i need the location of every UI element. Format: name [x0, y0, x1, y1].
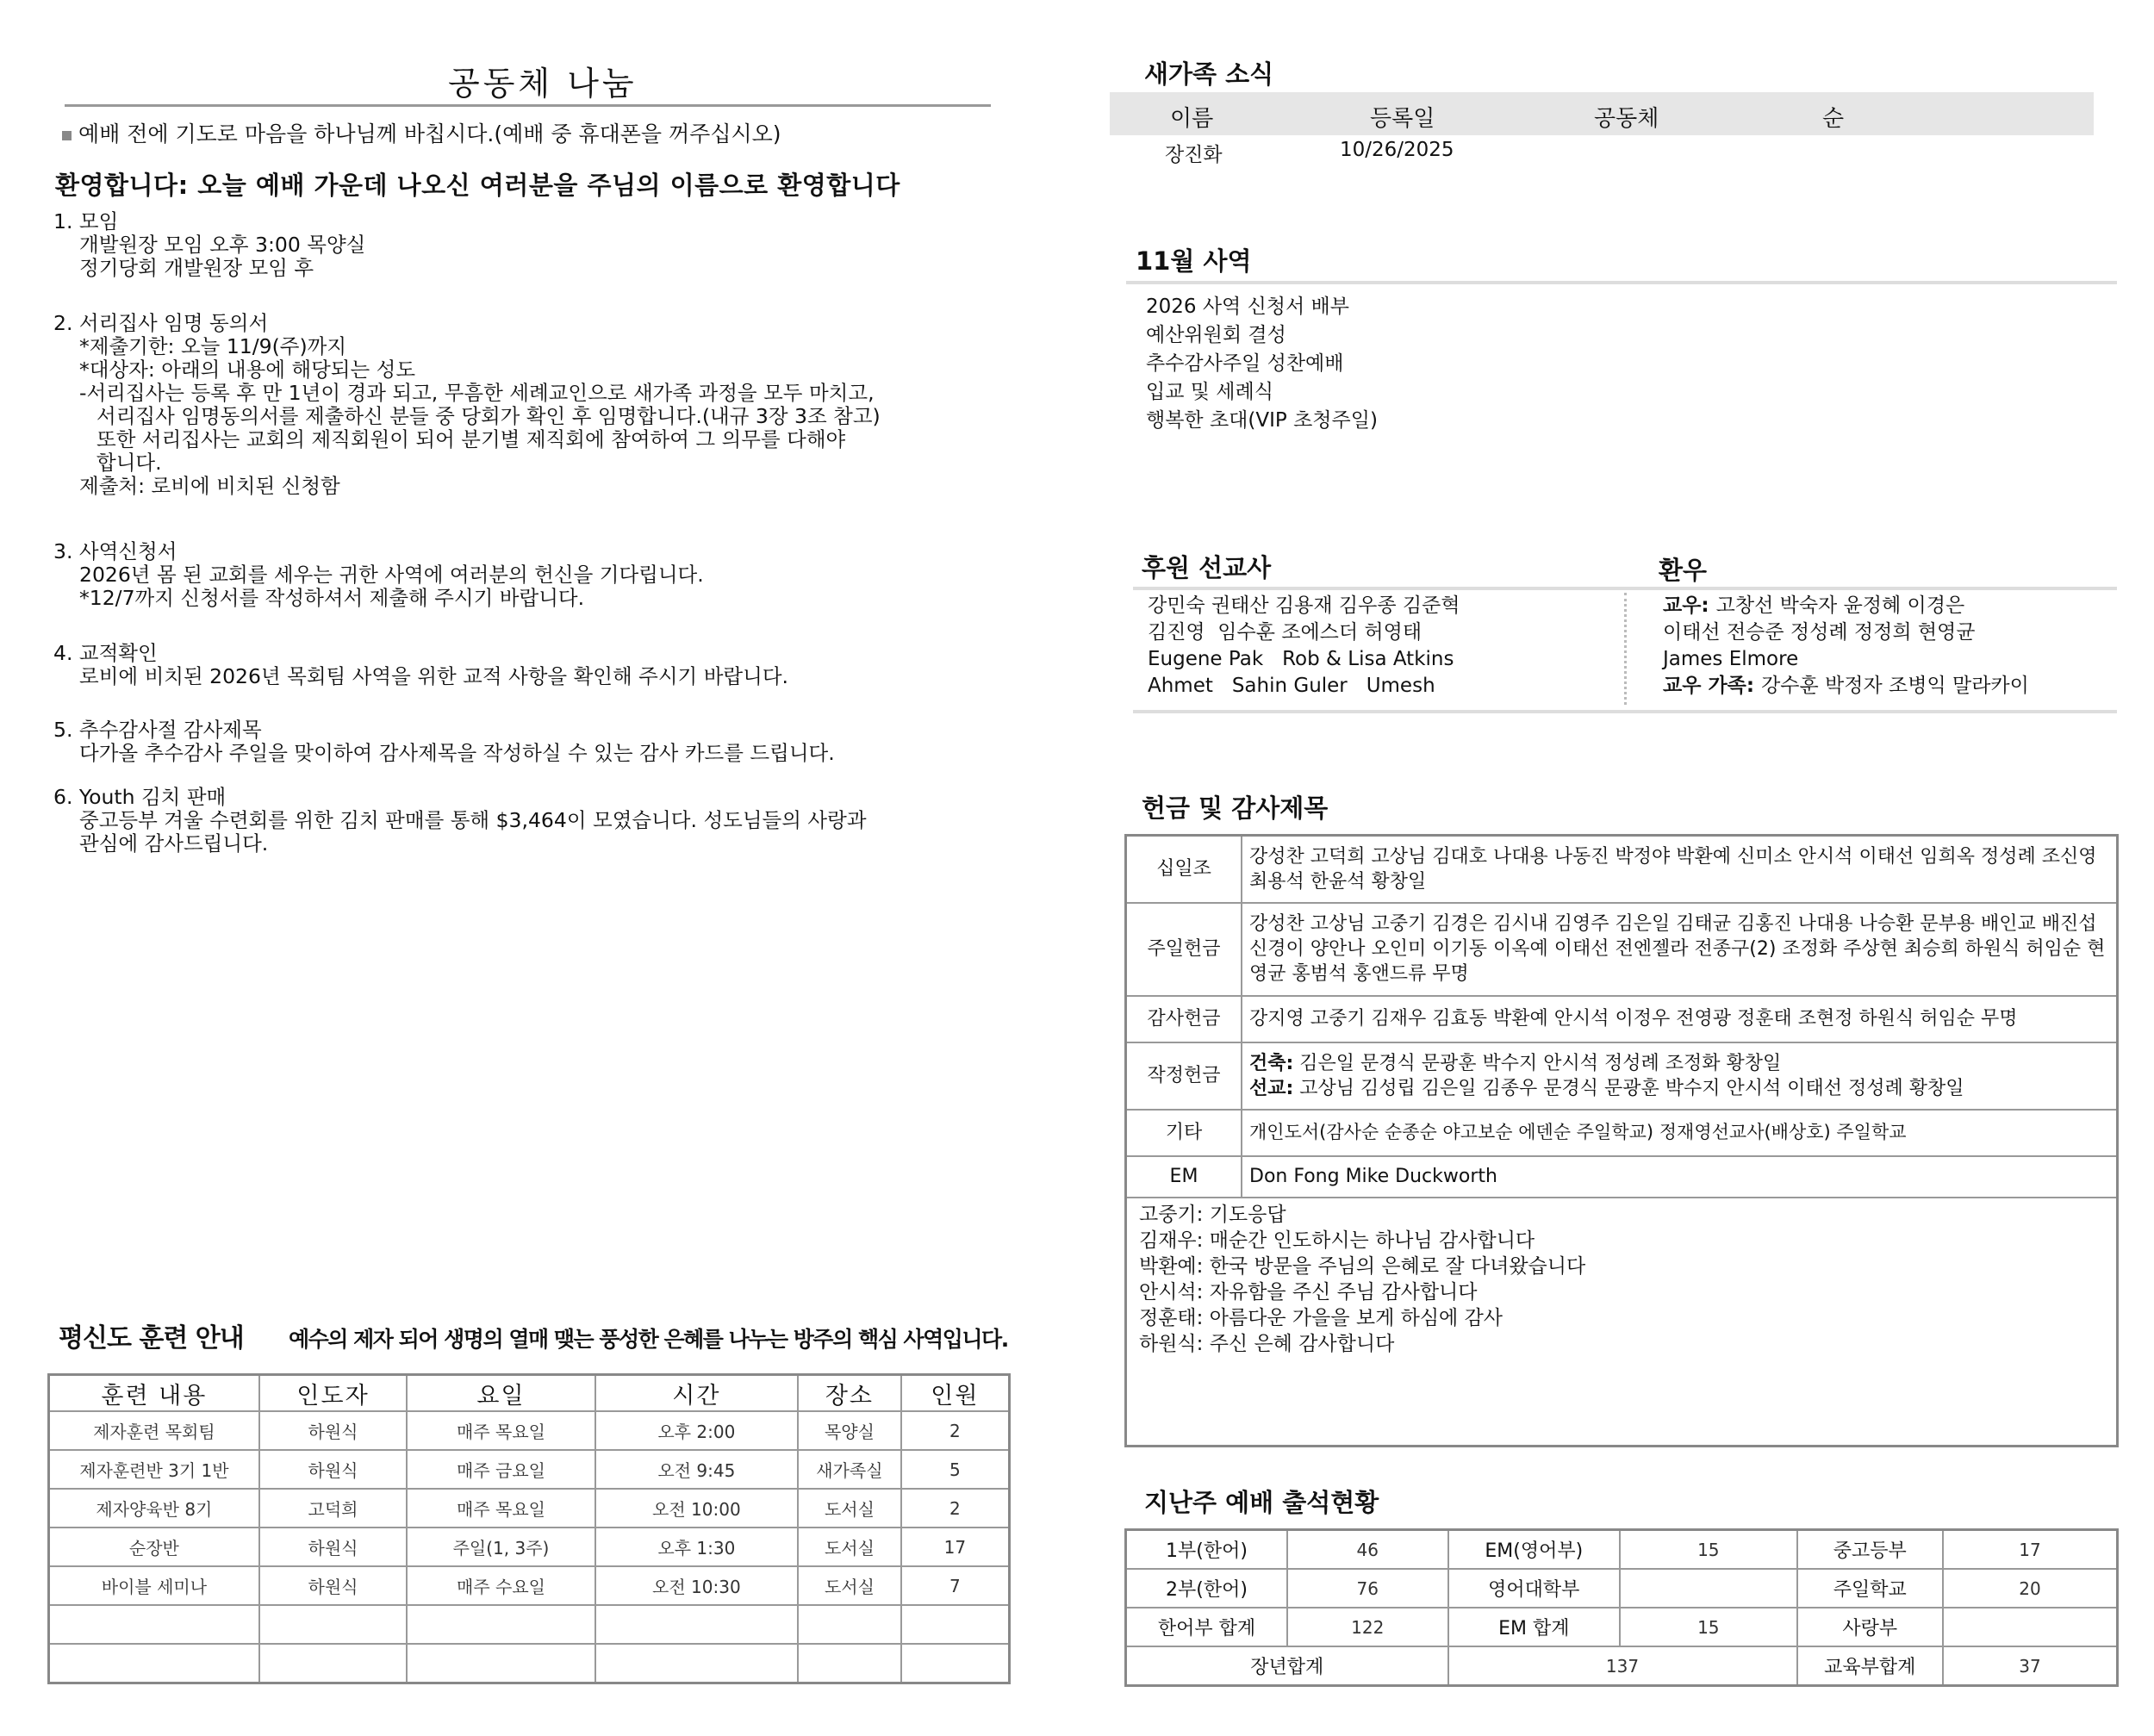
table-cell: 2 — [901, 1489, 1010, 1528]
attendance-value: 76 — [1287, 1569, 1448, 1608]
attendance-label: 영어대학부 — [1448, 1569, 1621, 1608]
table-cell — [407, 1644, 595, 1683]
attendance-label: 2부(한어) — [1126, 1569, 1288, 1608]
attendance-value: 46 — [1287, 1530, 1448, 1570]
table-cell: 도서실 — [798, 1528, 901, 1566]
announcement-title: 5. 추수감사절 감사제목 — [53, 718, 262, 742]
column-header: 훈련 내용 — [49, 1375, 259, 1412]
bullet-square-icon — [62, 131, 72, 140]
table-row — [1126, 903, 2118, 996]
table-row — [1126, 1042, 2118, 1110]
offering-table — [1124, 834, 2119, 1447]
offering-label: EM — [1126, 1156, 1242, 1198]
table-cell: 하원식 — [259, 1566, 408, 1605]
announcement-line: 2026년 몸 된 교회를 세우는 귀한 사역에 여러분의 헌신을 기다립니다. — [79, 563, 704, 587]
list-item: 입교 및 세례식 — [1146, 381, 1273, 403]
new-family-title: 새가족 소식 — [1144, 59, 1274, 89]
november-title: 11월 사역 — [1136, 246, 1252, 276]
missionaries-list — [1148, 593, 1460, 700]
attendance-value: 17 — [1943, 1530, 2117, 1570]
table-cell: 오전 10:00 — [595, 1489, 798, 1528]
announcement-line: 제출처: 로비에 비치된 신청함 — [79, 474, 340, 498]
list-item: 예산위원회 결성 — [1146, 324, 1286, 346]
attendance-table — [1124, 1528, 2119, 1687]
attendance-value: 15 — [1620, 1530, 1796, 1570]
table-cell — [595, 1605, 798, 1644]
attendance-label: 한어부 합계 — [1126, 1608, 1288, 1646]
list-item: 강민숙 권태산 김용재 김우종 김준혁 — [1148, 594, 1460, 617]
table-cell: 목양실 — [798, 1411, 901, 1450]
announcement-line: *제출기한: 오늘 11/9(주)까지 — [79, 334, 347, 358]
attendance-value: 20 — [1943, 1569, 2117, 1608]
table-cell: 오전 9:45 — [595, 1450, 798, 1489]
column-header: 인도자 — [259, 1375, 408, 1412]
patients-label: 교우: — [1663, 594, 1716, 617]
attendance-label: EM 합계 — [1448, 1608, 1621, 1646]
table-row — [1126, 1608, 2118, 1646]
list-item: Eugene Pak Rob & Lisa Atkins — [1148, 648, 1454, 670]
column-header: 이름 — [1170, 106, 1214, 132]
announcement-1 — [53, 210, 365, 280]
table-cell: 바이블 세미나 — [49, 1566, 259, 1605]
patients-family-names: 강수훈 박정자 조병익 말라카이 — [1761, 675, 2029, 697]
thanksgiving-notes — [1126, 1198, 2118, 1447]
patients-names: 고창선 박숙자 윤정혜 이경은 — [1715, 594, 1965, 617]
announcement-title: 4. 교적확인 — [53, 641, 158, 665]
table-row — [1126, 1156, 2118, 1198]
announcement-4 — [53, 642, 788, 688]
attendance-label: 1부(한어) — [1126, 1530, 1288, 1570]
table-cell: 도서실 — [798, 1489, 901, 1528]
table-row — [1126, 1198, 2118, 1447]
offering-label: 주일헌금 — [1126, 903, 1242, 996]
training-title: 평신도 훈련 안내 — [59, 1323, 244, 1353]
new-family-date: 10/26/2025 — [1340, 139, 1454, 161]
announcement-3 — [53, 540, 704, 610]
table-cell: 제자훈련반 3기 1반 — [49, 1450, 259, 1489]
offering-label: 감사헌금 — [1126, 996, 1242, 1042]
training-table — [47, 1373, 1011, 1684]
list-item: James Elmore — [1663, 648, 1799, 670]
announcement-5 — [53, 719, 835, 765]
announcement-line: 다가올 추수감사 주일을 맞이하여 감사제목을 작성하실 수 있는 감사 카드를 드립니다. — [79, 741, 835, 765]
announcement-line: 개발원장 모임 오후 3:00 목양실 — [79, 233, 366, 257]
table-cell: 하원식 — [259, 1411, 408, 1450]
welcome-message: 환영합니다: 오늘 예배 가운데 나오신 여러분을 주님의 이름으로 환영합니다 — [55, 171, 900, 200]
list-item: 이태선 전승준 정성례 정정희 현영균 — [1663, 621, 1976, 644]
offering-title: 헌금 및 감사제목 — [1142, 793, 1329, 823]
table-cell: 순장반 — [49, 1528, 259, 1566]
attendance-label: EM(영어부) — [1448, 1530, 1621, 1570]
table-cell: 오후 1:30 — [595, 1528, 798, 1566]
table-cell — [49, 1605, 259, 1644]
thanksgiving-note: 정훈태: 아름다운 가을을 보게 하심에 감사 — [1139, 1306, 1503, 1329]
table-cell: 주일(1, 3주) — [407, 1528, 595, 1566]
column-header: 요일 — [407, 1375, 595, 1412]
table-row — [49, 1528, 1010, 1566]
table-cell — [798, 1644, 901, 1683]
prayer-note-text: 예배 전에 기도로 마음을 하나님께 바칩시다.(예배 중 휴대폰을 꺼주십시오) — [78, 121, 781, 146]
thanksgiving-note: 하원식: 주신 은혜 감사합니다 — [1139, 1332, 1395, 1355]
new-family-name: 장진화 — [1165, 144, 1223, 166]
attendance-value: 15 — [1620, 1608, 1796, 1646]
table-cell: 매주 목요일 — [407, 1489, 595, 1528]
table-row — [49, 1605, 1010, 1644]
table-cell — [259, 1644, 408, 1683]
table-cell — [407, 1605, 595, 1644]
november-list — [1146, 293, 1378, 435]
table-cell: 고덕희 — [259, 1489, 408, 1528]
table-cell: 매주 금요일 — [407, 1450, 595, 1489]
table-cell — [259, 1605, 408, 1644]
thanksgiving-note: 고중기: 기도응답 — [1139, 1203, 1286, 1226]
announcement-line: 서리집사 임명동의서를 제출하신 분들 중 당회가 확인 후 임명합니다.(내규 3장 3조 참고) — [96, 404, 881, 428]
announcement-line: 로비에 비치된 2026년 목회팀 사역을 위한 교적 사항을 확인해 주시기 바랍니다. — [79, 664, 789, 688]
column-header: 등록일 — [1370, 106, 1435, 132]
table-cell — [595, 1644, 798, 1683]
pledge-building-label: 건축: — [1249, 1052, 1294, 1074]
table-cell: 도서실 — [798, 1566, 901, 1605]
list-item: 행복한 초대(VIP 초청주일) — [1146, 409, 1378, 432]
list-item: 김진영 임수훈 조에스더 허영태 — [1148, 621, 1423, 644]
section-divider — [1126, 281, 2117, 284]
table-cell — [901, 1644, 1010, 1683]
announcement-line: 또한 서리집사는 교회의 제직회원이 되어 분기별 제직회에 참여하여 그 의무를 다해야 — [96, 427, 846, 451]
table-cell — [798, 1605, 901, 1644]
attendance-label: 주일학교 — [1797, 1569, 1944, 1608]
table-cell: 제자양육반 8기 — [49, 1489, 259, 1528]
table-row — [49, 1566, 1010, 1605]
table-cell: 오전 10:30 — [595, 1566, 798, 1605]
offering-names — [1242, 1042, 2118, 1110]
column-header: 시간 — [595, 1375, 798, 1412]
offering-names: Don Fong Mike Duckworth — [1242, 1156, 2118, 1198]
list-item: 2026 사역 신청서 배부 — [1146, 296, 1349, 318]
offering-names: 강성찬 고상님 고중기 김경은 김시내 김영주 김은일 김태균 김홍진 나대용 나승환 문부용 배인교 배진섭 신경이 양안나 오인미 이기동 이옥예 이태선 전엔젤라 전종구(2) 조정화 주상현 최승희 하원식 허임순 현영균 홍범석 홍앤드류 무명 — [1242, 903, 2118, 996]
announcement-line: *12/7까지 신청서를 작성하셔서 제출해 주시기 바랍니다. — [79, 586, 585, 610]
patients-list — [1663, 593, 2029, 700]
announcement-line: *대상자: 아래의 내용에 해당되는 성도 — [79, 358, 416, 382]
attendance-value — [1620, 1569, 1796, 1608]
offering-names: 강지영 고중기 김재우 김효동 박환예 안시석 이정우 전영광 정훈태 조현정 하원식 허임순 무명 — [1242, 996, 2118, 1042]
prayer-note — [62, 117, 781, 148]
announcement-title: 6. Youth 김치 판매 — [53, 785, 227, 809]
announcement-6 — [53, 786, 867, 856]
table-row — [49, 1644, 1010, 1683]
table-cell: 17 — [901, 1528, 1010, 1566]
table-cell: 5 — [901, 1450, 1010, 1489]
announcement-title: 3. 사역신청서 — [53, 539, 177, 563]
offering-label: 기타 — [1126, 1110, 1242, 1156]
table-cell — [49, 1644, 259, 1683]
thanksgiving-note: 김재우: 매순간 인도하시는 하나님 감사합니다 — [1139, 1229, 1535, 1252]
announcement-title: 2. 서리집사 임명 동의서 — [53, 311, 269, 335]
announcement-line: 합니다. — [96, 451, 162, 475]
list-item — [1663, 593, 2029, 619]
announcement-line: 정기당회 개발원장 모임 후 — [79, 256, 314, 280]
table-row — [1126, 996, 2118, 1042]
attendance-title: 지난주 예배 출석현황 — [1144, 1488, 1379, 1517]
table-row — [1126, 1646, 2118, 1686]
announcement-line: 중고등부 겨울 수련회를 위한 김치 판매를 통해 $3,464이 모였습니다. 성도님들의 사랑과 — [79, 808, 867, 832]
table-row — [49, 1411, 1010, 1450]
table-cell: 매주 목요일 — [407, 1411, 595, 1450]
patients-title: 환우 — [1659, 556, 1708, 585]
attendance-label: 교육부합계 — [1797, 1646, 1944, 1686]
thanksgiving-note: 박환예: 한국 방문을 주님의 은혜로 잘 다녀왔습니다 — [1139, 1254, 1586, 1278]
pledge-building-names: 김은일 문경식 문광훈 박수지 안시석 정성례 조정화 황창일 — [1293, 1052, 1782, 1074]
list-item: Ahmet Sahin Guler Umesh — [1148, 675, 1435, 697]
table-cell: 새가족실 — [798, 1450, 901, 1489]
announcement-line: 관심에 감사드립니다. — [79, 831, 269, 856]
table-cell: 2 — [901, 1411, 1010, 1450]
table-cell: 하원식 — [259, 1528, 408, 1566]
patients-family-label: 교우 가족: — [1663, 675, 1762, 697]
table-row — [49, 1450, 1010, 1489]
page-title: 공동체 나눔 — [448, 65, 638, 103]
announcement-2 — [53, 312, 881, 498]
offering-label: 십일조 — [1126, 836, 1242, 903]
training-subtitle: 예수의 제자 되어 생명의 열매 맺는 풍성한 은혜를 나누는 방주의 핵심 사역입니다. — [289, 1327, 1008, 1352]
attendance-label: 사랑부 — [1797, 1608, 1944, 1646]
offering-names: 강성찬 고덕희 고상님 김대호 나대용 나동진 박정야 박환예 신미소 안시석 이태선 임희옥 정성례 조신영 최용석 한윤석 황창일 — [1242, 836, 2118, 903]
column-header: 장소 — [798, 1375, 901, 1412]
announcement-line: -서리집사는 등록 후 만 1년이 경과 되고, 무흠한 세례교인으로 새가족 과정을 모두 마치고, — [79, 381, 875, 405]
offering-names: 개인도서(감사순 순종순 야고보순 에덴순 주일학교) 정재영선교사(배상호) 주일학교 — [1242, 1110, 2118, 1156]
table-row — [1126, 836, 2118, 903]
announcement-title: 1. 모임 — [53, 209, 119, 233]
table-row — [1126, 1530, 2118, 1570]
attendance-value: 122 — [1287, 1608, 1448, 1646]
table-row — [49, 1489, 1010, 1528]
table-cell: 매주 수요일 — [407, 1566, 595, 1605]
attendance-value: 137 — [1448, 1646, 1797, 1686]
attendance-label: 장년합계 — [1126, 1646, 1448, 1686]
table-cell: 하원식 — [259, 1450, 408, 1489]
pledge-mission-label: 선교: — [1249, 1077, 1294, 1099]
title-divider — [65, 104, 991, 107]
list-item: 추수감사주일 성찬예배 — [1146, 352, 1344, 375]
table-cell — [901, 1605, 1010, 1644]
section-divider — [1133, 710, 2117, 713]
section-divider — [1133, 587, 2117, 590]
column-divider — [1624, 593, 1627, 705]
table-row — [1126, 1569, 2118, 1608]
offering-label: 작정헌금 — [1126, 1042, 1242, 1110]
list-item — [1663, 673, 2029, 700]
table-row — [1126, 1110, 2118, 1156]
pledge-mission-names: 고상님 김성립 김은일 김종우 문경식 문광훈 박수지 안시석 이태선 정성례 황창일 — [1293, 1077, 1964, 1099]
attendance-value: 37 — [1943, 1646, 2117, 1686]
column-header: 순 — [1822, 106, 1845, 132]
column-header: 인원 — [901, 1375, 1010, 1412]
thanksgiving-note: 안시석: 자유함을 주신 주님 감사합니다 — [1139, 1280, 1478, 1304]
missionaries-title: 후원 선교사 — [1142, 553, 1272, 582]
table-header-row — [49, 1375, 1010, 1412]
table-cell: 오후 2:00 — [595, 1411, 798, 1450]
column-header: 공동체 — [1594, 106, 1659, 132]
attendance-value — [1943, 1608, 2117, 1646]
table-cell: 7 — [901, 1566, 1010, 1605]
table-cell: 제자훈련 목회팀 — [49, 1411, 259, 1450]
attendance-label: 중고등부 — [1797, 1530, 1944, 1570]
